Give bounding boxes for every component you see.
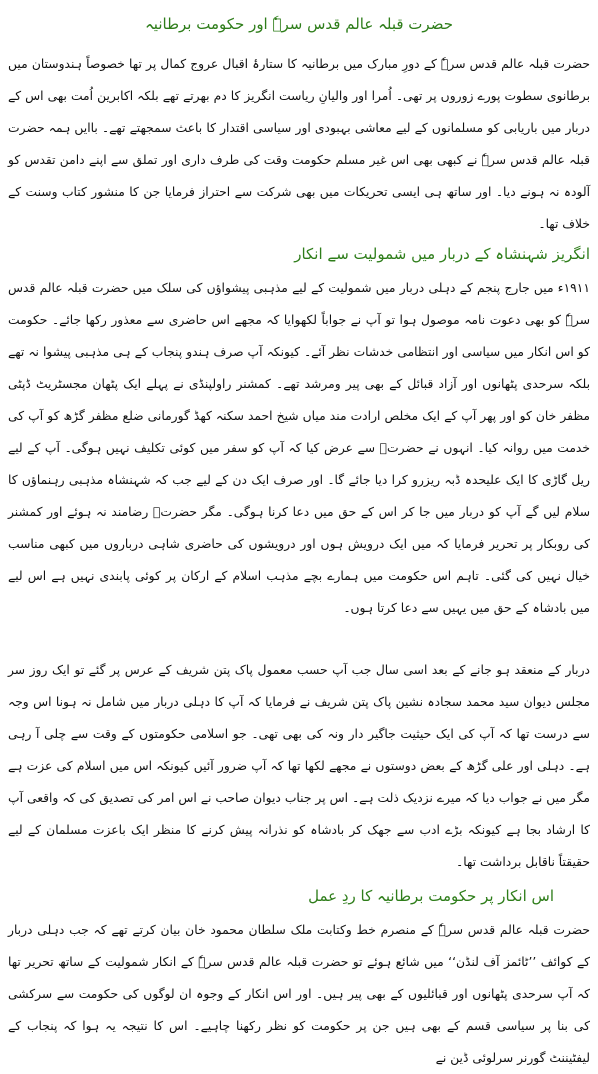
paragraph-times-of-london: حضرت قبلہ عالم قدس سرہٗ کے منصرم خط وکتابت ملک سلطان محمود خان بیان کرتے تھے کہ جب دہلی دربار کے کوائف ’’ٹائمز آف لنڈن‘‘ میں شائع ہوئے تو حضرت قبلہ عالم قدس سرہٗ کے انکار شمولیت کے ساتھ تحریر تھا کہ آپ سرحدی پٹھانوں اور قبائلیوں کے بھی پیر ہیں۔ اور اس انکار کے وجوہ ان لوگوں کی حکومت سے سرکشی کی بنا پر سیاسی قسم کے بھی ہیں جن پر حکومت کو نظر رکھنا چاہیے۔ اس کا نتیجہ یہ ہوا کہ پنجاب کے لیفٹیننٹ گورنر سرلوئی ڈین نے bbox=[8, 923, 590, 1065]
section-heading-reaction: اس انکار پر حکومت برطانیہ کا ردِ عمل bbox=[308, 887, 554, 905]
paragraph-pakpattan: دربار کے منعقد ہو جانے کے بعد اسی سال جب آپ حسب معمول پاک پتن شریف کے عرس پر گئے تو ایک روز سر مجلس دیوان سید محمد سجادہ نشین پاک پتن شریف نے فرمایا کہ آپ کا دہلی دربار میں شامل نہ ہونا اس وجہ سے درست تھا کہ آپ کی ایک حیثیت جاگیر دار ونہ کی بھی تھی۔ جو اسلامی حکومتوں کے وقت سے چلی آ رہی ہے۔ دہلی اور علی گڑھ کے بعض دوستوں نے مجھے لکھا تھا کہ آپ ضرور آئیں کیونکہ اس میں اسلام کی عزت ہے مگر میں نے جواب دیا کہ میرے نزدیک ذلت ہے۔ اس پر جناب دیوان صاحب نے اس امر کی تصدیق کی کہ واقعی آپ کا ارشاد بجا ہے کیونکہ بڑے ادب سے جھک کر بادشاہ کو نذرانہ پیش کرنے کا منظر ایک باعزت مسلمان کے لیے حقیقتاً ناقابل برداشت تھا۔ bbox=[8, 663, 590, 869]
paragraph-spacer bbox=[8, 624, 590, 654]
paragraph-delhi-durbar: ۱۹۱۱ء میں جارج پنجم کے دہلی دربار میں شمولیت کے لیے مذہبی پیشواؤں کی سلک میں حضرت قبلہ عالم قدس سرہٗ کو بھی دعوت نامہ موصول ہوا تو آپ نے جواباً لکھوایا کہ مجھے اس حاضری سے معذور رکھا جائے۔ حکومت کو اس انکار میں سیاسی اور انتظامی خدشات نظر آئے۔ کیونکہ آپ صرف ہندو پنجاب کے ہی مذہبی پیشوا نہ تھے بلکہ سرحدی پٹھانوں اور آزاد قبائل کے بھی پیر ومرشد تھے۔ کمشنر راولپنڈی نے پہلے ایک پٹھان مجسٹریٹ ڈپٹی مظفر خان کو اور پھر آپ کے ایک مخلص ارادت مند میاں شیخ احمد سکنہ کھڈ گورمانی ضلع مظفر گڑھ کو آپ کی خدمت میں روانہ کیا۔ انہوں نے حضرتؒ سے عرض کیا کہ آپ کو سفر میں کوئی تکلیف نہیں ہوگی۔ آپ کے لیے ریل گاڑی کا ایک علیحدہ ڈبہ ریزرو کرا دیا جائے گا۔ اور صرف ایک دن کے لیے جب کہ شہنشاہ مذہبی رہنماؤں کا سلام لیں گے آپ کو دربار میں جا کر اس کے حق میں دعا کرنا ہوگی۔ مگر حضرتؒ رضامند نہ ہوئے اور کمشنر کی روبکار پر تحریر فرمایا کہ میں ایک درویش ہوں اور درویشوں کی حاضری شاہی درباروں میں کبھی مناسب خیال نہیں کی گئی۔ تاہم اس حکومت میں ہمارے بچے مذہب اسلام کے ارکان پر کوئی پابندی نہیں ہے اس لیے میں بادشاہ کے حق میں یہیں سے دعا کرتا ہوں۔ bbox=[8, 281, 590, 615]
page-title: حضرت قبلہ عالم قدس سرہٗ اور حکومت برطانیہ bbox=[145, 15, 453, 33]
paragraph-intro: حضرت قبلہ عالم قدس سرہٗ کے دورِ مبارک میں برطانیہ کا ستارۂ اقبال عروج کمال پر تھا خصوصاً ہندوستان میں برطانوی سطوت پورے زوروں پر تھی۔ اُمرا اور والیانِ ریاست انگریز کا دم بھرتے تھے بلکہ اکابرین اُمت بھی اس کے دربار میں باریابی کو مسلمانوں کے لیے معاشی بہبودی اور سیاسی اقتدار کا باعث سمجھتے تھے۔ باایں ہمہ حضرت قبلہ عالم قدس سرہٗ نے کبھی بھی اس غیر مسلم حکومت وقت کی طرف داری اور تملق سے اپنے دامن تقدس کو آلودہ نہ ہونے دیا۔ اور ساتھ ہی ایسی تحریکات میں بھی شرکت سے احتراز فرمایا جن کا منشور کتاب وسنت کے خلاف تھا۔ bbox=[8, 57, 590, 231]
section-heading-refusal: انگریز شہنشاہ کے دربار میں شمولیت سے انکار bbox=[294, 245, 590, 263]
